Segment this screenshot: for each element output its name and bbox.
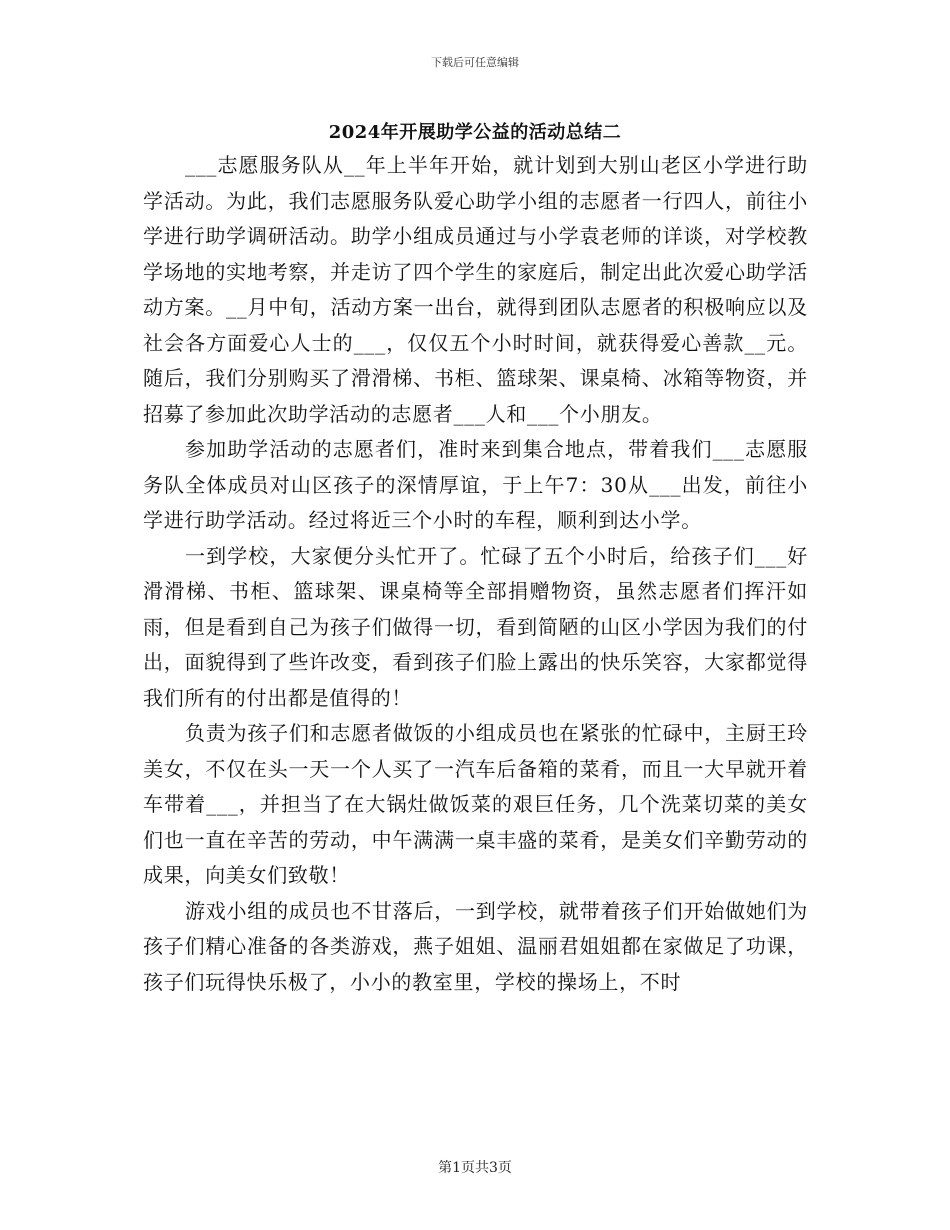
page-header: 下载后可任意编辑 bbox=[431, 56, 519, 69]
document-body bbox=[143, 148, 808, 1000]
document-title: 2024年开展助学公益的活动总结二 bbox=[328, 122, 622, 143]
paragraph-2: 参加助学活动的志愿者们，准时来到集合地点，带着我们___志愿服务队全体成员对山区孩子的深情厚谊，于上午7：30从___出发，前往小学进行助学活动。经过将近三个小时的车程，顺利到达小学。 bbox=[143, 437, 808, 532]
paragraph-1: ___志愿服务队从__年上半年开始，就计划到大别山老区小学进行助学活动。为此，我们志愿服务队爱心助学小组的志愿者一行四人，前往小学进行助学调研活动。助学小组成员通过与小学袁老师的详谈，对学校教学场地的实地考察，并走访了四个学生的家庭后，制定出此次爱心助学活动方案。__月中旬，活动方案一出台，就得到团队志愿者的积极响应以及社会各方面爱心人士的___，仅仅五个小时时间，就获得爱心善款__元。随后，我们分别购买了滑滑梯、书柜、篮球架、课桌椅、冰箱等物资，并招募了参加此次助学活动的志愿者___人和___个小朋友。 bbox=[143, 153, 808, 426]
paragraph-4: 负责为孩子们和志愿者做饭的小组成员也在紧张的忙碌中，主厨王玲美女，不仅在头一天一个人买了一汽车后备箱的菜肴，而且一大早就开着车带着___，并担当了在大锅灶做饭菜的艰巨任务，几个洗菜切菜的美女们也一直在辛苦的劳动，中午满满一桌丰盛的菜肴，是美女们辛勤劳动的成果，向美女们致敬！ bbox=[143, 721, 808, 887]
paragraph-3: 一到学校，大家便分头忙开了。忙碌了五个小时后，给孩子们___好滑滑梯、书柜、篮球架、课桌椅等全部捐赠物资，虽然志愿者们挥汗如雨，但是看到自己为孩子们做得一切，看到简陋的山区小学因为我们的付出，面貌得到了些许改变，看到孩子们脸上露出的快乐笑容，大家都觉得我们所有的付出都是值得的！ bbox=[143, 543, 808, 710]
page-footer: 第1页共3页 bbox=[438, 1160, 512, 1176]
paragraph-5: 游戏小组的成员也不甘落后，一到学校，就带着孩子们开始做她们为孩子们精心准备的各类游戏，燕子姐姐、温丽君姐姐都在家做足了功课，孩子们玩得快乐极了，小小的教室里，学校的操场上，不时 bbox=[143, 898, 808, 994]
